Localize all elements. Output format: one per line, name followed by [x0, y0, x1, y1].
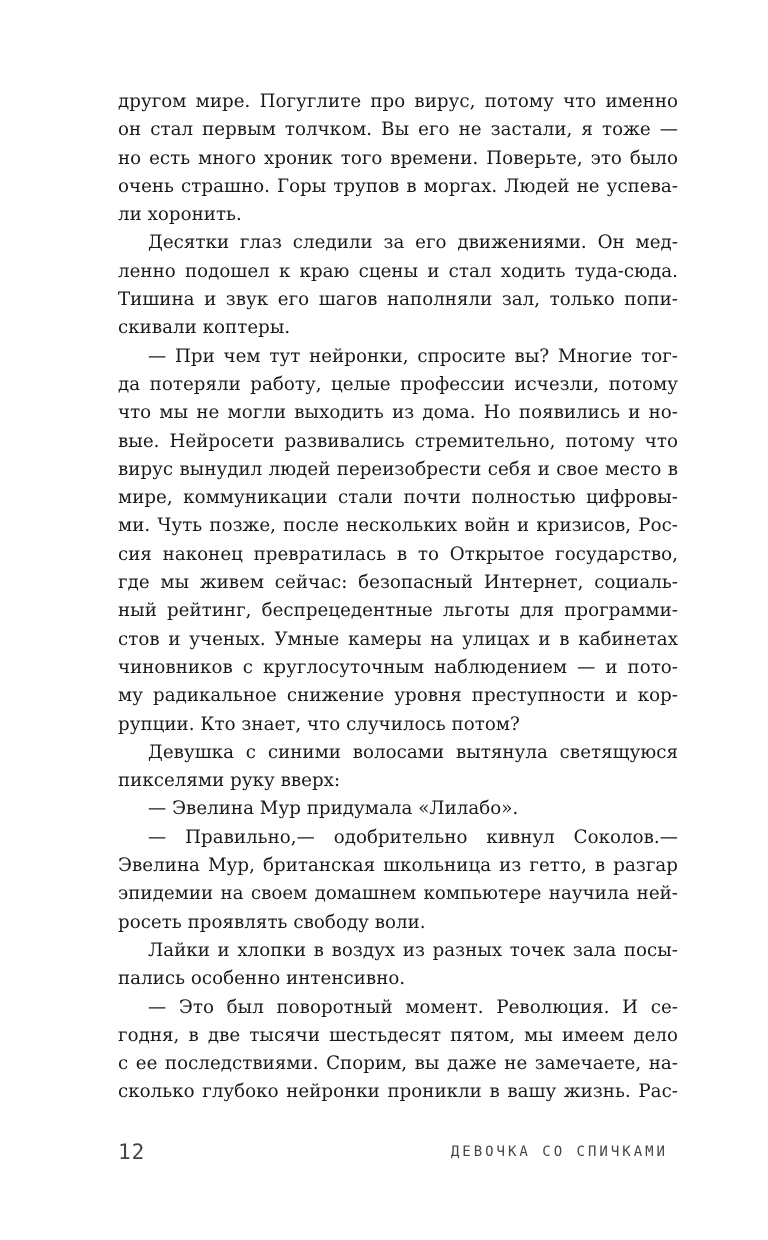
text-line: пались особенно интенсивно. [118, 968, 406, 990]
text-line: с ее последствиями. Спорим, вы даже не замечаете, на- [118, 1053, 678, 1075]
text-line: мире, коммуникации стали почти полностью цифровы- [118, 487, 678, 509]
text-line: Эвелина Мур, британская школьница из гетто, в разгар [118, 855, 678, 877]
text-line: что мы не могли выходить из дома. Но появились и но- [118, 402, 678, 424]
page-footer [118, 1140, 678, 1170]
body-text [118, 88, 678, 1107]
text-line: вые. Нейросети развивались стремительно, потому что [118, 430, 678, 452]
text-line: му радикальное снижение уровня преступности и кор- [118, 685, 678, 707]
text-line: где мы живем сейчас: безопасный Интернет, социаль- [118, 572, 678, 594]
text-line: — Это был поворотный момент. Революция. И се- [148, 996, 678, 1018]
text-line: но есть много хроник того времени. Поверьте, это было [118, 147, 678, 169]
text-line: рупции. Кто знает, что случилось потом? [118, 713, 520, 735]
text-line: — При чем тут нейронки, спросите вы? Многие тог- [148, 345, 678, 367]
text-line: ленно подошел к краю сцены и стал ходить туда-сюда. [118, 260, 678, 282]
text-line: стов и ученых. Умные камеры на улицах и в кабинетах [118, 628, 678, 650]
text-line: Девушка с синими волосами вытянула светящуюся [148, 741, 678, 763]
text-line: да потеряли работу, целые профессии исчезли, потому [118, 373, 678, 395]
text-line: Тишина и звук его шагов наполняли зал, только попи- [118, 289, 678, 311]
text-line: Лайки и хлопки в воздух из разных точек зала посы- [148, 939, 678, 961]
text-line: ный рейтинг, беспрецедентные льготы для программи- [118, 600, 678, 622]
text-line: вирус вынудил людей переизобрести себя и свое место в [118, 458, 678, 480]
text-line: эпидемии на своем домашнем компьютере научила ней- [118, 883, 678, 905]
text-line: очень страшно. Горы трупов в моргах. Людей не успева- [118, 175, 678, 197]
text-line: ми. Чуть позже, после нескольких войн и кризисов, Рос- [118, 515, 678, 537]
text-line: сия наконец превратилась в то Открытое государство, [118, 543, 678, 565]
text-line: — Правильно,— одобрительно кивнул Соколов.— [148, 826, 678, 848]
text-line: чиновников с круглосуточным наблюдением — и пото- [118, 656, 678, 678]
text-line: ли хоронить. [118, 204, 242, 226]
text-line: сколько глубоко нейронки проникли в вашу жизнь. Рас- [118, 1081, 678, 1103]
text-line: пикселями руку вверх: [118, 770, 341, 792]
running-title: ДЕВОЧКА СО СПИЧКАМИ [450, 1144, 668, 1160]
text-line: Десятки глаз следили за его движениями. Он мед- [148, 232, 678, 254]
page-number: 12 [118, 1140, 146, 1164]
text-line: — Эвелина Мур придумала «Лилабо». [148, 798, 519, 820]
text-line: он стал первым толчком. Вы его не застали, я тоже — [118, 119, 678, 141]
text-line: годня, в две тысячи шестьдесят пятом, мы имеем дело [118, 1024, 678, 1046]
text-line: скивали коптеры. [118, 317, 291, 339]
text-line: другом мире. Погуглите про вирус, потому что именно [118, 91, 678, 112]
text-line: росеть проявлять свободу воли. [118, 911, 426, 933]
